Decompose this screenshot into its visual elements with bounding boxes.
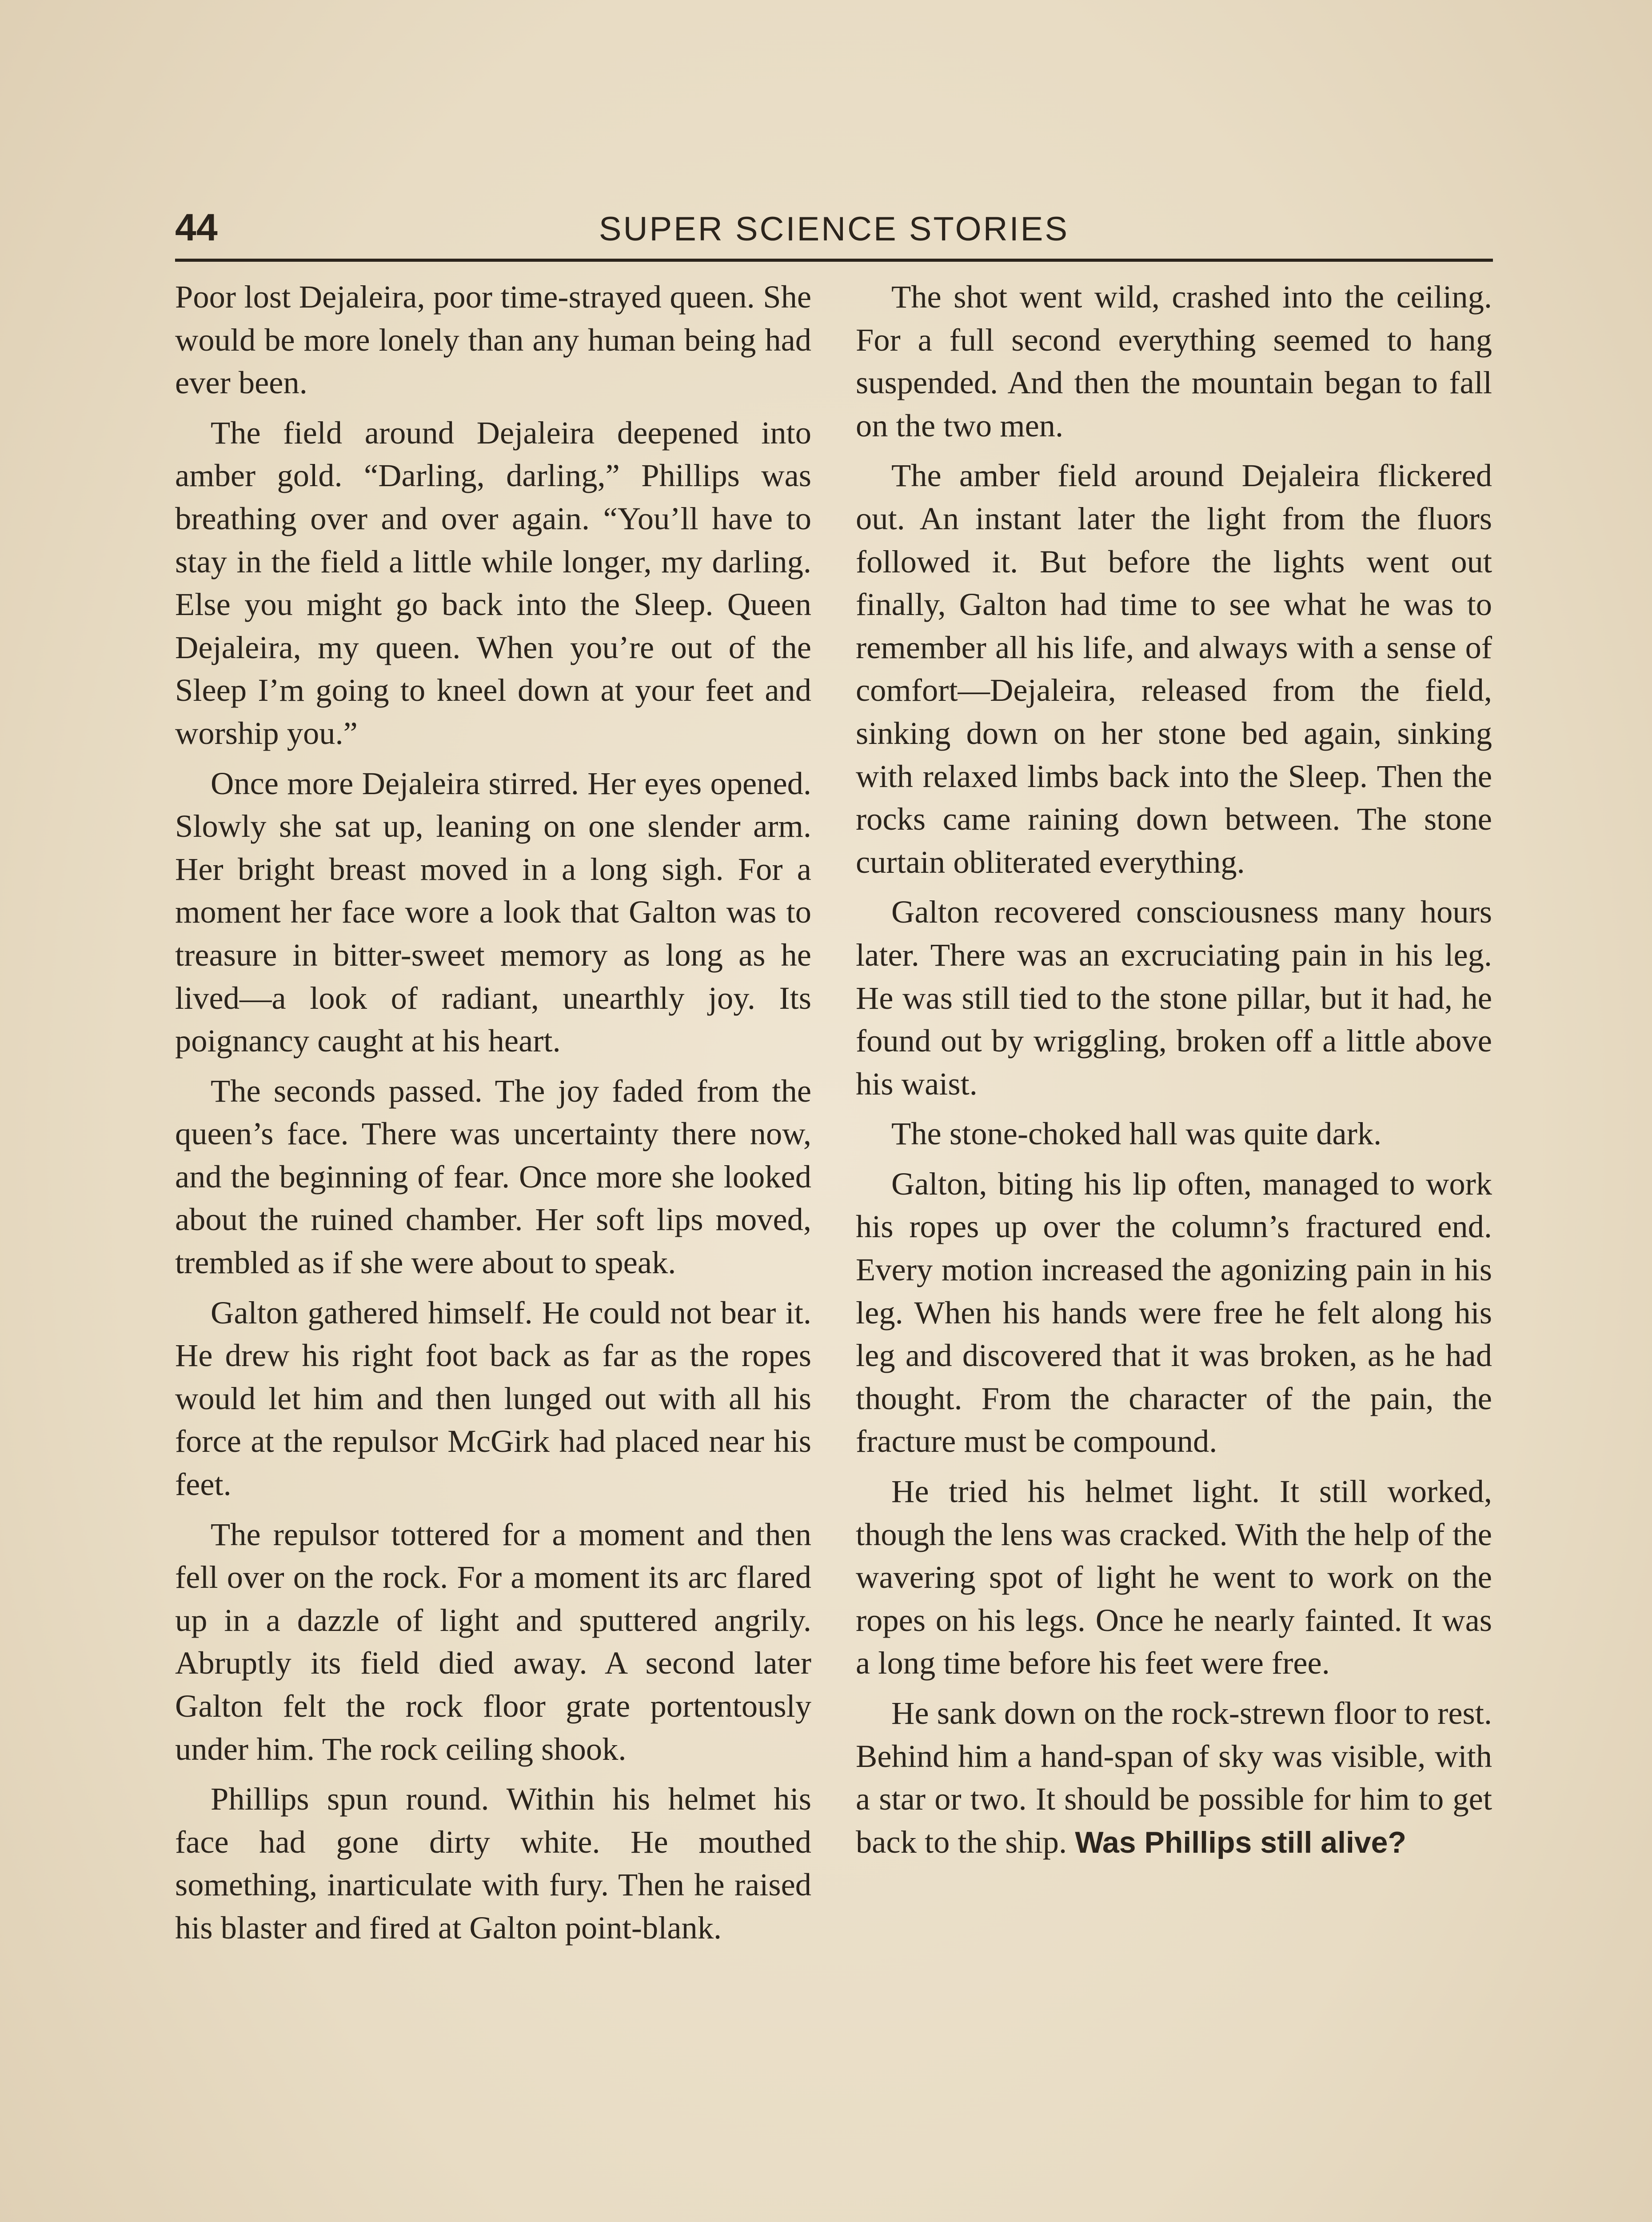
paragraph: Galton recovered consciousness many hours later. There was an excruciating pain in his leg. He was still tied to the stone pillar, but it had, he found out by wriggling, broken off a little above his waist.	[856, 894, 1492, 1102]
paragraph: The stone-choked hall was quite dark.	[891, 1115, 1382, 1152]
closing-question: Was Phillips still alive?	[1075, 1825, 1407, 1859]
page-number: 44	[175, 206, 218, 249]
paragraph: Galton, biting his lip often, managed to work his ropes up over the column’s fractured end. Every motion increased the agonizing pain in his leg. When his hands were free he felt along his leg and discovered that it was broken, as he had thought. From the character of the pain, the fracture must be compound.	[856, 1165, 1492, 1459]
paragraph: The shot went wild, crashed into the ceiling. For a full second everything seemed to hang suspended. And then the mountain began to fall on the two men.	[856, 279, 1492, 444]
paragraph: The amber field around Dejaleira flickered out. An instant later the light from the fluors followed it. But before the lights went out finally, Galton had time to see what he was to remember all his life, and always with a sense of comfort—Dejaleira, released from the field, sinking down on her stone bed again, sinking with relaxed limbs back into the Sleep. Then the rocks came raining down between. The stone curtain obliterated everything.	[856, 457, 1492, 880]
left-column	[175, 276, 811, 1957]
paragraph: Galton gathered himself. He could not bear it. He drew his right foot back as far as the ropes would let him and then lunged out with all his force at the repulsor McGirk had placed near his feet.	[175, 1294, 811, 1503]
paragraph-text: He sank down on the rock-strewn floor to rest. Behind him a hand-span of sky was visible, with a star or two. It should be possible for him to get back to the ship.	[856, 1695, 1492, 1860]
paragraph: Poor lost Dejaleira, poor time-strayed queen. She would be more lonely than any human being had ever been.	[175, 279, 811, 401]
paragraph: Phillips spun round. Within his helmet his face had gone dirty white. He mouthed something, inarticulate with fury. Then he raised his blaster and fired at Galton point-blank.	[175, 1781, 811, 1946]
page-header	[175, 205, 1493, 262]
paragraph-final	[856, 1692, 1492, 1864]
running-head: SUPER SCIENCE STORIES	[599, 210, 1069, 248]
paragraph: The repulsor tottered for a moment and then fell over on the rock. For a moment its arc flared up in a dazzle of light and sputtered angrily. Abruptly its field died away. A second later Galton felt the rock floor grate portentously under him. The rock ceiling shook.	[175, 1516, 811, 1767]
paragraph: He tried his helmet light. It still worked, though the lens was cracked. With the help of the wavering spot of light he went to work on the ropes on his legs. Once he nearly fainted. It was a long time before his feet were free.	[856, 1473, 1492, 1681]
paragraph: The field around Dejaleira deepened into amber gold. “Darling, darling,” Phillips was breathing over and over again. “You’ll have to stay in the field a little while longer, my darling. Else you might go back into the Sleep. Queen Dejaleira, my queen. When you’re out of the Sleep I’m going to kneel down at your feet and worship you.”	[175, 414, 811, 751]
right-column	[856, 276, 1492, 1871]
paragraph: Once more Dejaleira stirred. Her eyes opened. Slowly she sat up, leaning on one slender arm. Her bright breast moved in a long sigh. For a moment her face wore a look that Galton was to treasure in bitter-sweet memory as long as he lived—a look of radiant, unearthly joy. Its poignancy caught at his heart.	[175, 765, 811, 1059]
paragraph: The seconds passed. The joy faded from the queen’s face. There was uncertainty there now, and the beginning of fear. Once more she looked about the ruined chamber. Her soft lips moved, trembled as if she were about to speak.	[175, 1072, 811, 1281]
